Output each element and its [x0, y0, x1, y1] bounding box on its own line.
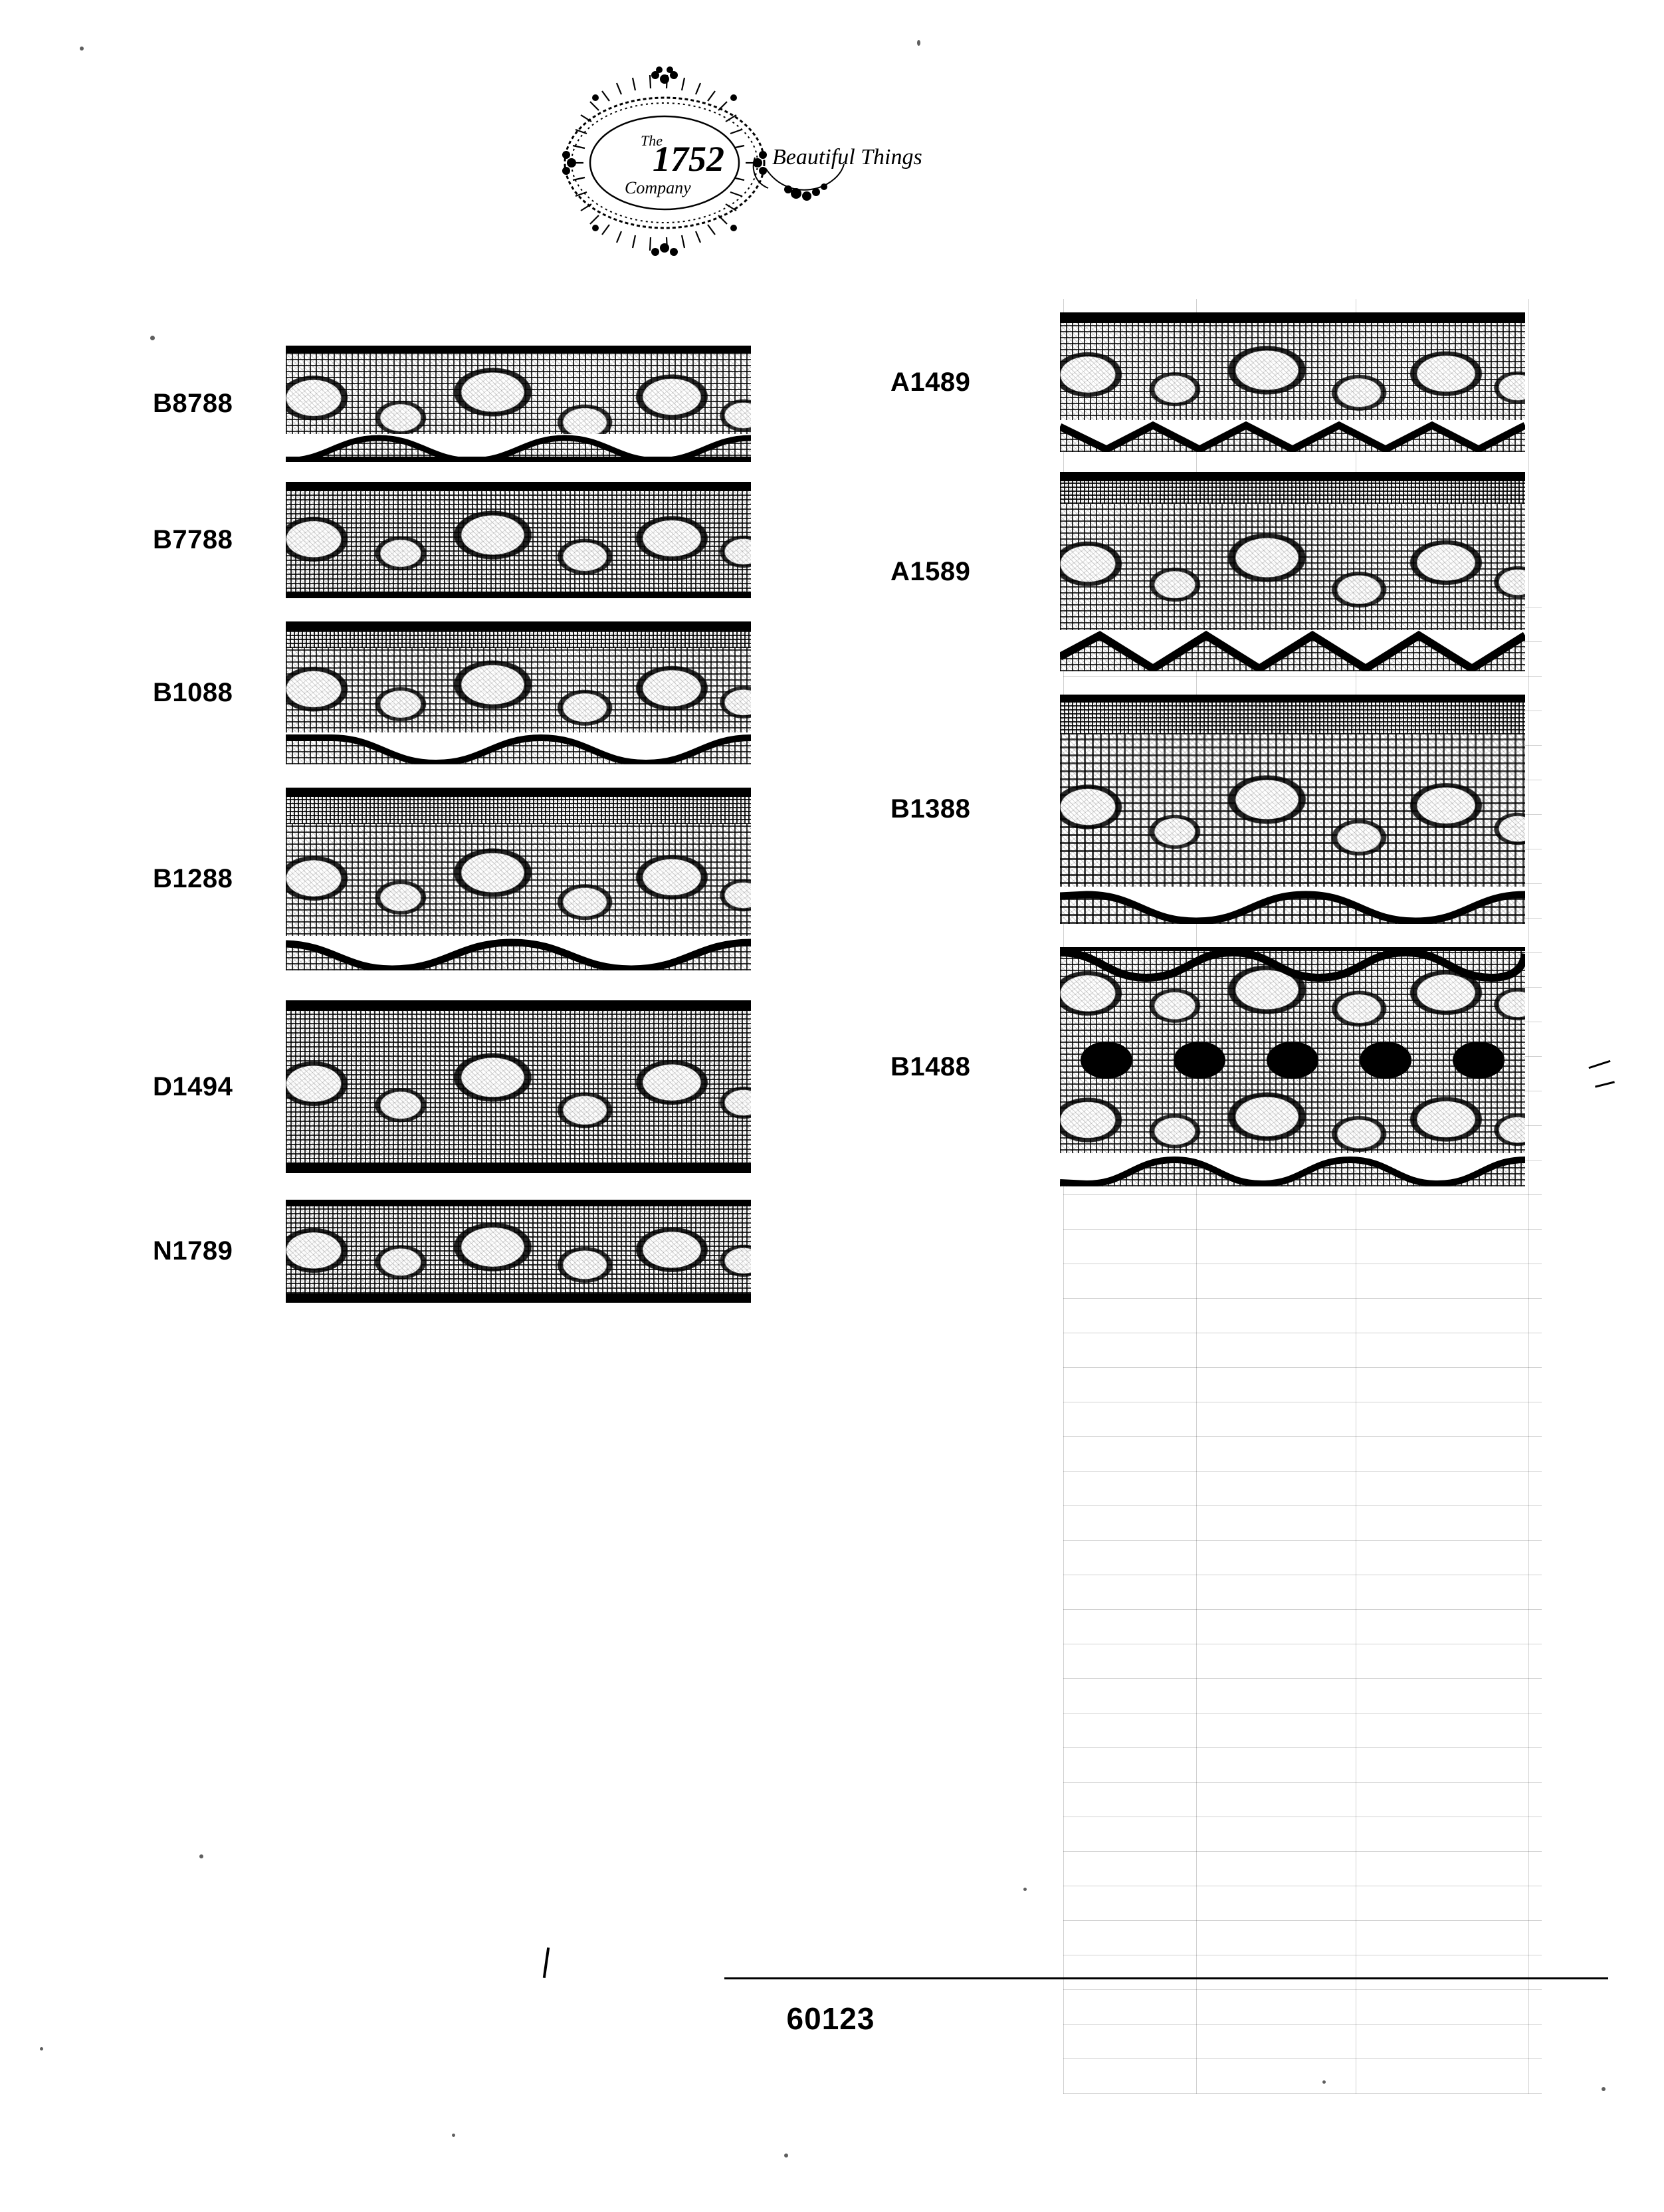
scan-grain — [286, 1200, 751, 1303]
product-code: D1494 — [153, 1071, 233, 1101]
lace-swatch[interactable] — [286, 482, 751, 598]
scan-mark — [1595, 1081, 1615, 1087]
lace-scalloped-edge — [286, 936, 751, 970]
lace-bottom-edge — [286, 1162, 751, 1173]
lace-eyelet-row — [1060, 1040, 1525, 1080]
lace-bottom-edge — [286, 1293, 751, 1303]
svg-text:Beautiful Things: Beautiful Things — [772, 145, 922, 169]
catalog-entry[interactable] — [153, 1000, 751, 1173]
eyelet-hole — [1360, 1042, 1411, 1079]
lace-top-edge — [286, 1200, 751, 1206]
eyelet-hole — [1267, 1042, 1318, 1079]
catalog-entry[interactable] — [153, 788, 751, 970]
lace-swatch[interactable] — [1060, 312, 1525, 452]
lace-top-edge — [1060, 472, 1525, 481]
product-code: B1088 — [153, 678, 233, 707]
product-code: B1488 — [890, 1051, 971, 1081]
lace-swatch[interactable] — [286, 621, 751, 764]
page-number: 60123 — [786, 2001, 875, 2036]
eyelet-hole — [1081, 1042, 1132, 1079]
product-code: A1589 — [890, 556, 971, 586]
lace-top-edge — [286, 621, 751, 631]
lace-swatch[interactable] — [286, 346, 751, 462]
lace-swatch[interactable] — [286, 1200, 751, 1303]
scan-mark — [543, 1947, 550, 1978]
svg-text:The: The — [641, 132, 663, 149]
lace-scalloped-edge — [1060, 1153, 1525, 1186]
lace-zigzag-edge — [1060, 420, 1525, 452]
svg-text:1752: 1752 — [653, 139, 724, 179]
product-code: B7788 — [153, 525, 233, 554]
lace-top-edge — [286, 346, 751, 353]
lace-swatch[interactable] — [1060, 695, 1525, 924]
catalog-entry[interactable] — [890, 312, 1525, 452]
scan-ruling-vertical — [1528, 299, 1529, 2094]
catalog-entry[interactable] — [153, 621, 751, 764]
scan-grain — [286, 1000, 751, 1173]
catalog-entry[interactable] — [890, 947, 1525, 1186]
eyelet-hole — [1174, 1042, 1225, 1079]
product-code: B1388 — [890, 794, 971, 824]
lace-swatch[interactable] — [1060, 947, 1525, 1186]
lace-top-arch-band — [1060, 947, 1525, 994]
lace-top-edge — [1060, 695, 1525, 703]
lace-scalloped-edge — [1060, 887, 1525, 924]
product-code: A1489 — [890, 367, 971, 397]
lace-top-edge — [286, 1000, 751, 1011]
product-code: N1789 — [153, 1236, 233, 1266]
eyelet-hole — [1453, 1042, 1505, 1079]
lace-swatch[interactable] — [1060, 472, 1525, 671]
lace-bottom-rule — [286, 457, 751, 462]
company-logo — [532, 63, 984, 256]
catalog-entry[interactable] — [890, 695, 1525, 924]
svg-text:Company: Company — [625, 178, 691, 197]
product-code: B1288 — [153, 864, 233, 893]
lace-top-edge — [286, 788, 751, 797]
lace-top-edge — [1060, 312, 1525, 323]
scan-mark — [1588, 1060, 1610, 1069]
lace-swatch[interactable] — [286, 1000, 751, 1173]
footer-rule — [724, 1977, 1608, 1979]
catalog-entry[interactable] — [153, 346, 751, 462]
lace-zigzag-edge — [1060, 630, 1525, 671]
lace-bottom-edge — [286, 592, 751, 598]
lace-top-edge — [286, 482, 751, 491]
catalog-entry[interactable] — [890, 472, 1525, 671]
lace-scalloped-edge — [286, 732, 751, 764]
scan-grain — [286, 482, 751, 598]
catalog-entry[interactable] — [153, 482, 751, 598]
lace-swatch[interactable] — [286, 788, 751, 970]
product-code: B8788 — [153, 389, 233, 418]
catalog-entry[interactable] — [153, 1200, 751, 1303]
